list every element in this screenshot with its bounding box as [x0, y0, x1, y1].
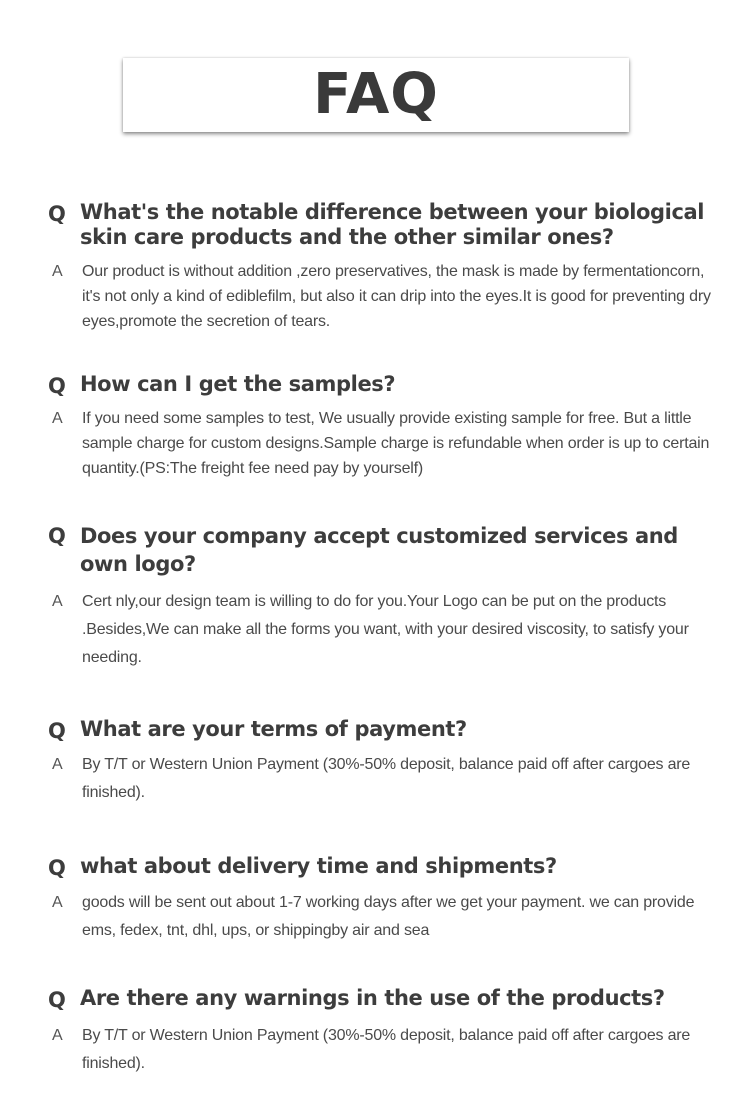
faq-item-customized	[0, 522, 750, 672]
answer-row	[0, 588, 750, 672]
question-row	[0, 200, 750, 250]
answer-marker: A	[52, 1027, 63, 1044]
question-text: How can I get the samples?	[80, 372, 396, 396]
answer-row	[0, 751, 750, 807]
question-marker: Q	[48, 988, 66, 1012]
answer-marker: A	[52, 756, 63, 773]
answer-row	[0, 259, 750, 334]
question-text: What are your terms of payment?	[80, 717, 467, 741]
answer-text: Our product is without addition ,zero preservatives, the mask is made by fermentationcorn, it's not only a kind of ediblefilm, but also it can drip into the eyes.It is good for preventing dry eyes,promote the secretion of tears.	[82, 263, 711, 330]
question-row	[0, 986, 750, 1011]
answer-marker: A	[52, 410, 63, 427]
question-marker: Q	[48, 856, 66, 880]
answer-marker: A	[52, 894, 63, 911]
question-row	[0, 717, 750, 742]
question-text: what about delivery time and shipments?	[80, 854, 557, 878]
answer-text: goods will be sent out about 1-7 working days after we get your payment. we can provide ems, fedex, tnt, dhl, ups, or shippingby air and sea	[82, 894, 695, 939]
question-text: Are there any warnings in the use of the products?	[80, 986, 665, 1010]
answer-text: Cert nly,our design team is willing to do for you.Your Logo can be put on the products .Besides,We can make all the forms you want, with your desired viscosity, to satisfy your needing.	[82, 593, 689, 666]
answer-marker: A	[52, 263, 63, 280]
faq-item-warnings	[0, 986, 750, 1078]
question-row	[0, 854, 750, 879]
faq-item-payment	[0, 717, 750, 807]
page-title: FAQ	[313, 62, 439, 127]
answer-row	[0, 889, 750, 945]
answer-text: By T/T or Western Union Payment (30%-50% deposit, balance paid off after cargoes are finished).	[82, 1027, 691, 1072]
question-text: What's the notable difference between your biological skin care products and the other similar ones?	[80, 200, 705, 249]
answer-text: If you need some samples to test, We usually provide existing sample for free. But a little sample charge for custom designs.Sample charge is refundable when order is up to certain quantity.(PS:The freight fee need pay by yourself)	[82, 410, 710, 477]
question-marker: Q	[48, 719, 66, 743]
question-text: Does your company accept customized services and own logo?	[80, 524, 678, 576]
answer-row	[0, 406, 750, 481]
faq-item-difference	[0, 200, 750, 334]
faq-item-samples	[0, 372, 750, 481]
question-row	[0, 372, 750, 397]
question-row	[0, 522, 750, 578]
faq-item-delivery	[0, 854, 750, 945]
answer-row	[0, 1022, 750, 1078]
faq-title-box	[123, 58, 629, 132]
question-marker: Q	[48, 524, 66, 548]
answer-text: By T/T or Western Union Payment (30%-50% deposit, balance paid off after cargoes are finished).	[82, 756, 691, 801]
question-marker: Q	[48, 202, 66, 226]
answer-marker: A	[52, 593, 63, 610]
question-marker: Q	[48, 374, 66, 398]
